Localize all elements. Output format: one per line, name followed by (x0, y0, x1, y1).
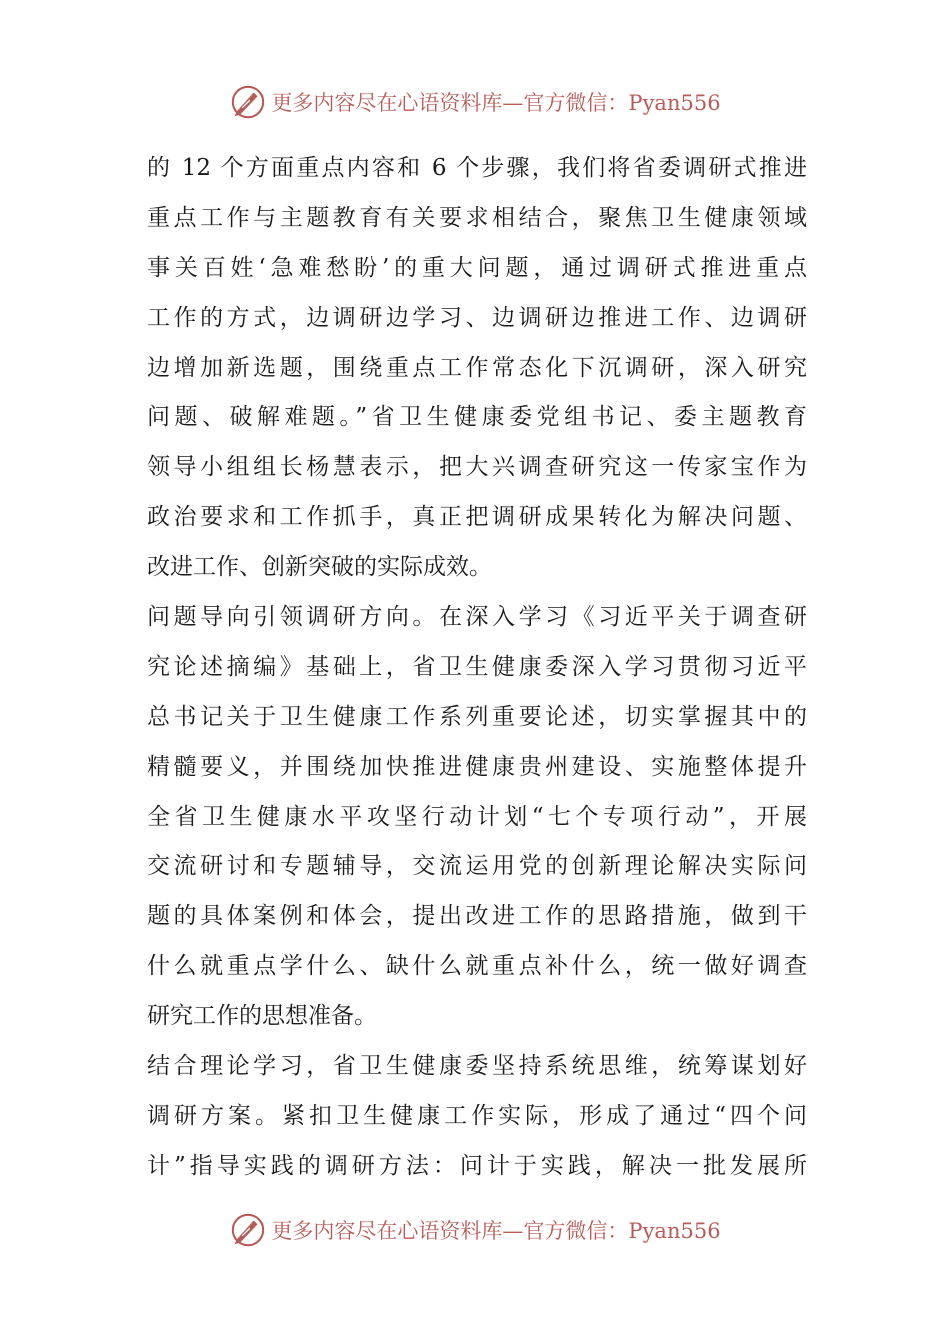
text-line: 重点工作与主题教育有关要求相结合，聚焦卫生健康领域 (147, 204, 807, 231)
text-line: 工作的方式，边调研边学习、边调研边推进工作、边调研 (147, 304, 807, 331)
text-line: 事关百姓‘急难愁盼’的重大问题，通过调研式推进重点 (147, 254, 807, 281)
watermark-text: 更多内容尽在心语资料库—官方微信：Pyan556 (271, 91, 721, 115)
pen-logo-icon (229, 83, 267, 121)
text-line: 政治要求和工作抓手，真正把调研成果转化为解决问题、 (147, 504, 807, 531)
text-line: 问题、破解难题。”省卫生健康委党组书记、委主题教育 (147, 404, 807, 431)
text-line: 领导小组组长杨慧表示，把大兴调查研究这一传家宝作为 (147, 454, 807, 481)
text-line: 研究工作的思想准备。 (147, 1003, 377, 1030)
footer-watermark (0, 1210, 950, 1250)
text-line: 改进工作、创新突破的实际成效。 (147, 554, 492, 581)
text-line: 交流研讨和专题辅导，交流运用党的创新理论解决实际问 (147, 853, 807, 880)
document-body (147, 144, 807, 1192)
text-line: 总书记关于卫生健康工作系列重要论述，切实掌握其中的 (147, 703, 807, 730)
watermark-text: 更多内容尽在心语资料库—官方微信：Pyan556 (271, 1219, 721, 1243)
text-line: 题的具体案例和体会，提出改进工作的思路措施，做到干 (147, 903, 807, 930)
text-line: 全省卫生健康水平攻坚行动计划“七个专项行动”，开展 (147, 803, 807, 830)
text-line: 什么就重点学什么、缺什么就重点补什么，统一做好调查 (147, 953, 807, 980)
text-line: 的 12 个方面重点内容和 6 个步骤，我们将省委调研式推进 (147, 155, 807, 181)
text-line: 精髓要义，并围绕加快推进健康贵州建设、实施整体提升 (147, 753, 807, 780)
text-line: 计”指导实践的调研方法：问计于实践，解决一批发展所 (147, 1152, 807, 1179)
text-line: 调研方案。紧扣卫生健康工作实际，形成了通过“四个问 (147, 1102, 807, 1129)
pen-logo-icon (229, 1211, 267, 1249)
text-line: 问题导向引领调研方向。在深入学习《习近平关于调查研 (147, 604, 807, 631)
header-watermark (0, 82, 950, 122)
text-line: 边增加新选题，围绕重点工作常态化下沉调研，深入研究 (147, 354, 807, 381)
text-line: 究论述摘编》基础上，省卫生健康委深入学习贯彻习近平 (147, 653, 807, 680)
text-line: 结合理论学习，省卫生健康委坚持系统思维，统筹谋划好 (147, 1053, 807, 1080)
